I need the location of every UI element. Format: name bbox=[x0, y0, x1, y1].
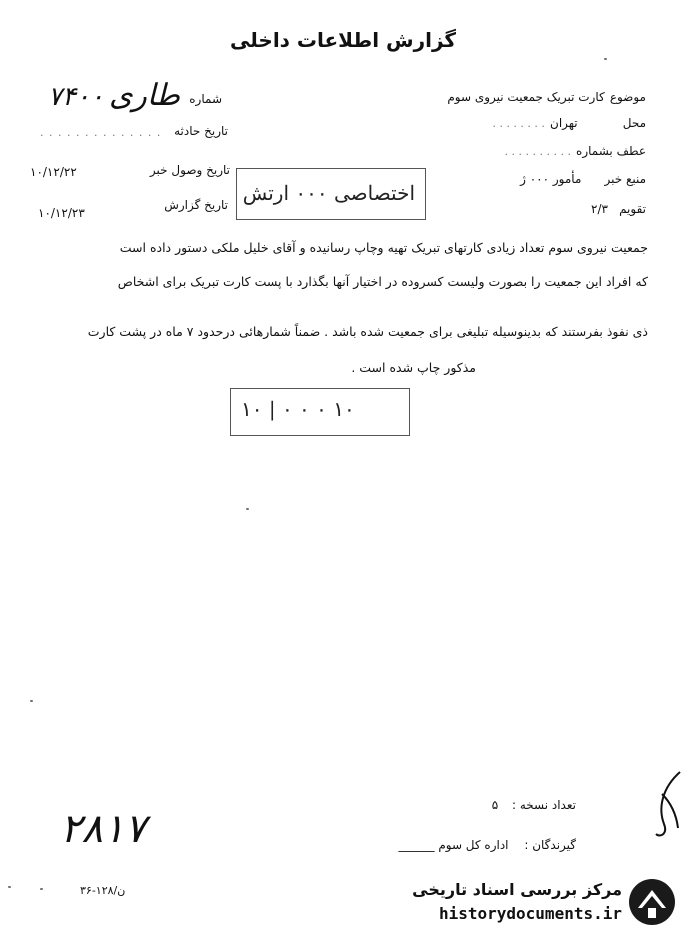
number-stamp bbox=[230, 388, 410, 436]
recipients-value: اداره کل سوم bbox=[438, 838, 509, 852]
recipients-row bbox=[356, 838, 576, 852]
document-title: گزارش اطلاعات داخلی bbox=[230, 28, 457, 52]
rating-label: تقویم bbox=[619, 202, 646, 216]
receive-date-label: تاریخ وصول خبر bbox=[149, 163, 230, 177]
number-handwritten bbox=[40, 78, 180, 113]
body-line-4: مذکور چاپ شده است . bbox=[351, 360, 476, 375]
form-code: ۳۶-۱۲۸/ن bbox=[80, 884, 126, 897]
report-date-value: ۱۰/۱۲/۲۳ bbox=[38, 206, 85, 220]
number-label: شماره bbox=[189, 92, 222, 106]
speck bbox=[604, 58, 607, 60]
margin-scribble bbox=[652, 768, 686, 840]
body-line-3: ذی نفوذ بفرستند که بدینوسیله تبلیغی برای جمعیت شده باشد . ضمناً شمارهائی درحدود ۷ ماه در پشت کارت bbox=[87, 324, 648, 339]
speck bbox=[30, 700, 33, 702]
attachment-row bbox=[406, 140, 646, 159]
subject-value: کارت تبریک جمعیت نیروی سوم bbox=[447, 90, 605, 104]
classification-stamp-text: اختصاصی ۰۰۰ ارتش bbox=[242, 181, 415, 205]
rating-row bbox=[406, 198, 646, 217]
copies-row bbox=[436, 798, 576, 812]
archive-number: ۲۸۱۷ bbox=[60, 806, 146, 852]
place-row bbox=[406, 112, 646, 131]
classification-stamp bbox=[236, 168, 426, 220]
source-label: منبع خبر bbox=[604, 172, 646, 186]
event-date-label: تاریخ حادثه bbox=[174, 124, 228, 138]
attachment-label: عطف بشماره bbox=[576, 144, 646, 158]
copies-label: تعداد نسخه : bbox=[511, 798, 576, 812]
event-date-dots: . . . . . . . . . . . . . . bbox=[40, 126, 162, 139]
place-label: محل bbox=[622, 116, 646, 130]
subject-label: موضوع bbox=[609, 90, 646, 104]
watermark bbox=[400, 874, 680, 932]
copies-value: ۵ bbox=[491, 798, 499, 812]
watermark-line2: historydocuments.ir bbox=[438, 904, 622, 923]
recipients-underline: ______ bbox=[398, 838, 435, 852]
number-value: ۷۴۰۰ bbox=[48, 82, 104, 112]
report-date-label: تاریخ گزارش bbox=[164, 198, 228, 212]
place-dots: . . . . . . . . bbox=[492, 117, 545, 130]
source-value: مأمور ۰۰۰ ژ bbox=[520, 172, 582, 186]
archive-logo-icon bbox=[628, 878, 676, 926]
attachment-dots: . . . . . . . . . . bbox=[504, 145, 571, 158]
place-value: تهران bbox=[550, 116, 578, 130]
watermark-line1: مرکز بررسی اسناد تاریخی bbox=[412, 880, 622, 899]
rating-value: ۲/۳ bbox=[591, 202, 608, 216]
speck bbox=[8, 886, 11, 888]
receive-date-value: ۱۰/۱۲/۲۲ bbox=[30, 165, 77, 179]
body-line-2: که افراد این جمعیت را بصورت ولیست کسروده در اختیار آنها بگذارد با پست کارت تبریک برای اشخاص bbox=[117, 274, 648, 289]
speck bbox=[40, 888, 43, 890]
recipients-label: گیرندگان : bbox=[524, 838, 576, 852]
body-line-1: جمعیت نیروی سوم تعداد زیادی کارتهای تبریک تهیه وچاپ رسانیده و آقای خلیل ملکی دستور داده است bbox=[119, 240, 648, 255]
number-stamp-text: ۱۰ | ۰ ۰ ۰ ۱۰ bbox=[241, 397, 355, 421]
source-row bbox=[406, 168, 646, 187]
speck bbox=[246, 508, 249, 510]
subject-row bbox=[386, 86, 646, 105]
number-hand-text: طاری bbox=[108, 78, 180, 113]
